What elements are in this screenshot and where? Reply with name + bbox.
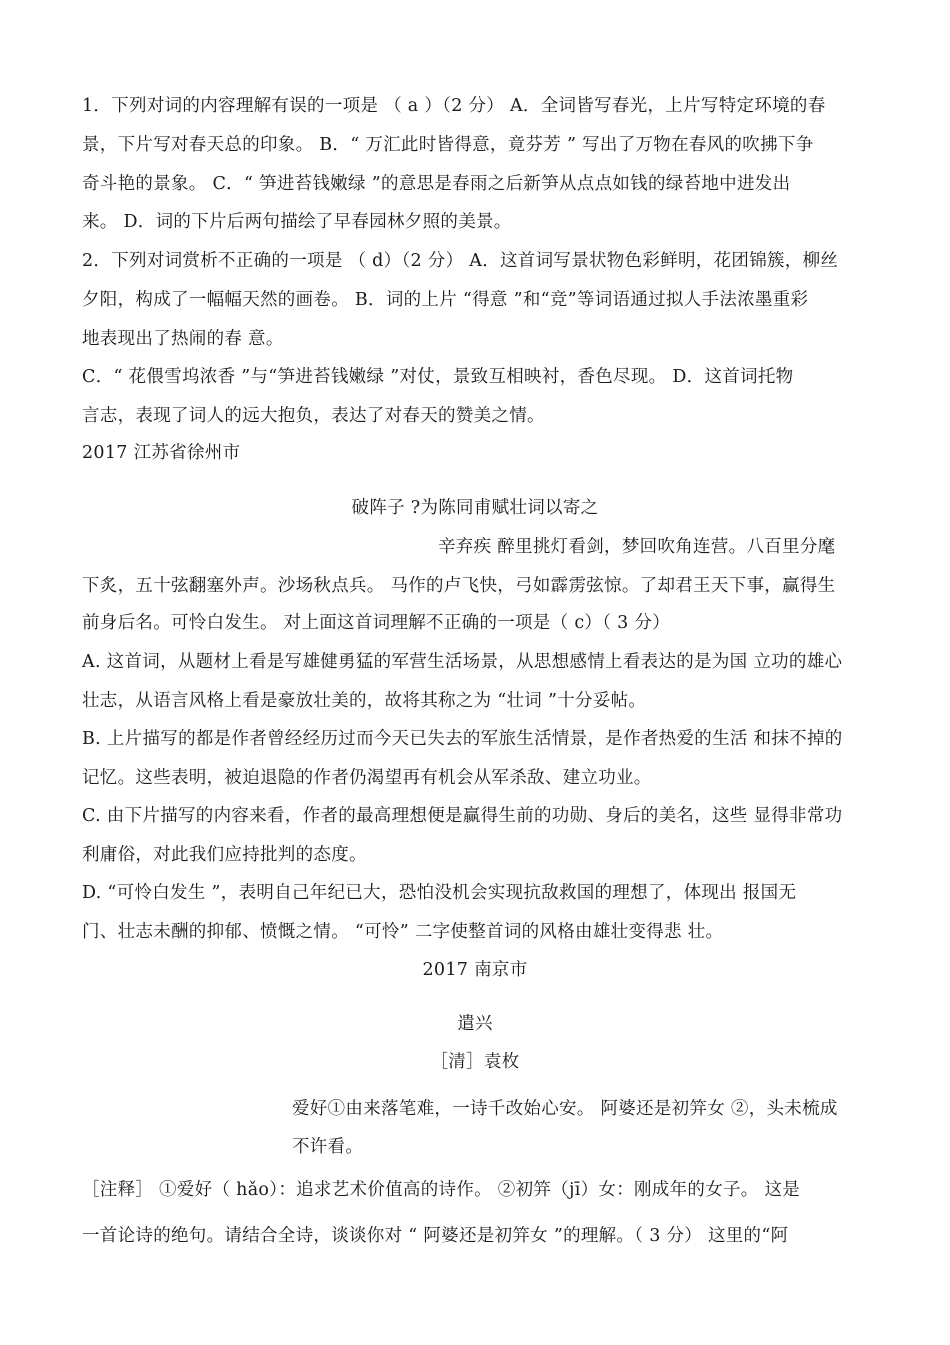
- text-line: 1．下列对词的内容理解有误的一项是 （ a ）（2 分） A．全词皆写春光，上片写特定环境的春: [82, 96, 826, 116]
- text-line: 地表现出了热闹的春 意。: [82, 329, 284, 349]
- text-line: 壮志，从语言风格上看是豪放壮美的，故将其称之为 “壮词 ”十分妥帖。: [82, 691, 647, 711]
- poem-title: 遣兴: [457, 1014, 493, 1034]
- text-line: 奇斗艳的景象。 C．“ 笋进苔钱嫩绿 ”的意思是春雨之后新笋从点点如钱的绿苔地中进发出: [82, 174, 791, 194]
- text-line: 利庸俗，对此我们应持批判的态度。: [82, 845, 367, 865]
- text-line: 下炙，五十弦翻塞外声。沙场秋点兵。 马作的卢飞快，弓如霹雳弦惊。了却君王天下事，赢得生: [82, 576, 836, 596]
- poem-text: 爱好①由来落笔难，一诗千改始心安。 阿婆还是初笄女 ②，头未梳成: [292, 1099, 838, 1119]
- text-line: 夕阳，构成了一幅幅天然的画卷。 B．词的上片 “得意 ”和“竞”等词语通过拟人手法浓墨重彩: [82, 290, 809, 310]
- poem-text: 不许看。: [292, 1137, 364, 1157]
- text-line: 一首论诗的绝句。请结合全诗，谈谈你对 “ 阿婆还是初笄女 ”的理解。（ 3 分） 这里的“阿: [82, 1226, 789, 1246]
- poem-author: ［清］袁枚: [430, 1052, 520, 1072]
- poem-title: 破阵子 ?为陈同甫赋壮词以寄之: [351, 498, 599, 518]
- text-line: 2．下列对词赏析不正确的一项是 （ d）（2 分） A．这首词写景状物色彩鲜明，花团锦簇，柳丝: [82, 251, 839, 271]
- option-d: D. “可怜白发生 ”，表明自己年纪已大，恐怕没机会实现抗敌救国的理想了，体现出 报国无: [82, 883, 797, 903]
- text-line: 言志，表现了词人的远大抱负，表达了对春天的赞美之情。: [82, 406, 545, 426]
- text-line: 景，下片写对春天总的印象。 B．“ 万汇此时皆得意，竟芬芳 ” 写出了万物在春风的吹拂下争: [82, 135, 814, 155]
- text-line: 辛弃疾 醉里挑灯看剑，梦回吹角连营。八百里分麾: [438, 537, 836, 557]
- section-heading: 2017 南京市: [422, 960, 528, 980]
- option-c: C. 由下片描写的内容来看，作者的最高理想便是赢得生前的功勋、身后的美名，这些 显得非常功: [82, 806, 843, 826]
- text-line: 来。 D．词的下片后两句描绘了早春园林夕照的美景。: [82, 212, 512, 232]
- text-line: C．“ 花偎雪坞浓香 ”与“笋进苔钱嫩绿 ”对仗，景致互相映衬，香色尽现。 D．这首词托物: [82, 367, 794, 387]
- section-heading: 2017 江苏省徐州市: [82, 443, 241, 463]
- text-line: 门、壮志未酬的抑郁、愤慨之情。 “可怜” 二字使整首词的风格由雄壮变得悲 壮。: [82, 922, 724, 942]
- text-line: 记忆。这些表明，被迫退隐的作者仍渴望再有机会从军杀敌、建立功业。: [82, 768, 652, 788]
- annotation: ［注释］ ①爱好（ hǎo）：追求艺术价值高的诗作。 ②初笄（jī）女：刚成年的女子。 这是: [82, 1180, 801, 1200]
- text-line: 前身后名。可怜白发生。 对上面这首词理解不正确的一项是（ c）（ 3 分）: [82, 613, 671, 633]
- option-a: A. 这首词，从题材上看是写雄健勇猛的军营生活场景，从思想感情上看表达的是为国 立功的雄心: [82, 652, 843, 672]
- option-b: B. 上片描写的都是作者曾经经历过而今天已失去的军旅生活情景，是作者热爱的生活 和抹不掉的: [82, 729, 843, 749]
